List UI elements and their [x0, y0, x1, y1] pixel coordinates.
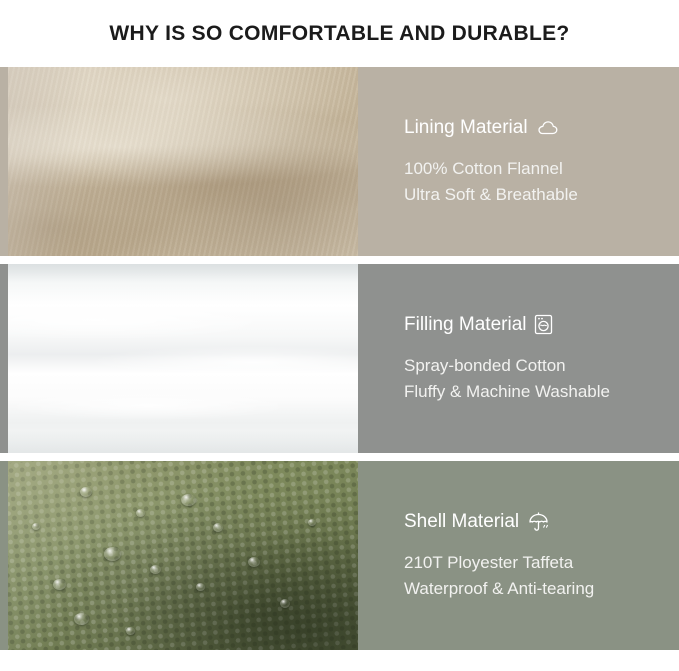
shell-title-row — [404, 510, 679, 534]
cloud-icon — [536, 119, 560, 137]
filling-title-row — [404, 313, 679, 337]
filling-title-label: Filling Material — [404, 313, 527, 335]
panel-filling — [0, 264, 679, 453]
filling-line-2: Fluffy & Machine Washable — [404, 381, 610, 401]
lining-title-row — [404, 116, 679, 140]
lining-title-label: Lining Material — [404, 116, 528, 138]
shell-material-image — [8, 461, 358, 650]
filling-material-image — [8, 264, 358, 453]
lining-line-2: Ultra Soft & Breathable — [404, 184, 578, 204]
shell-title-label: Shell Material — [404, 510, 520, 532]
page-title: WHY IS SO COMFORTABLE AND DURABLE? — [109, 22, 570, 46]
shell-text-block — [358, 461, 679, 650]
shell-line-2: Waterproof & Anti-tearing — [404, 578, 595, 598]
lining-line-1: 100% Cotton Flannel — [404, 158, 563, 178]
washing-machine-icon — [534, 314, 553, 335]
panel-shell — [0, 461, 679, 650]
shell-line-1: 210T Ployester Taffeta — [404, 552, 574, 572]
infographic-page — [0, 14, 679, 671]
umbrella-rain-icon — [527, 511, 551, 533]
filling-text-block — [358, 264, 679, 453]
lining-material-image — [8, 67, 358, 256]
mesh-shading — [8, 461, 358, 650]
lining-text-block — [358, 67, 679, 256]
filling-line-1: Spray-bonded Cotton — [404, 355, 566, 375]
panel-lining — [0, 67, 679, 256]
